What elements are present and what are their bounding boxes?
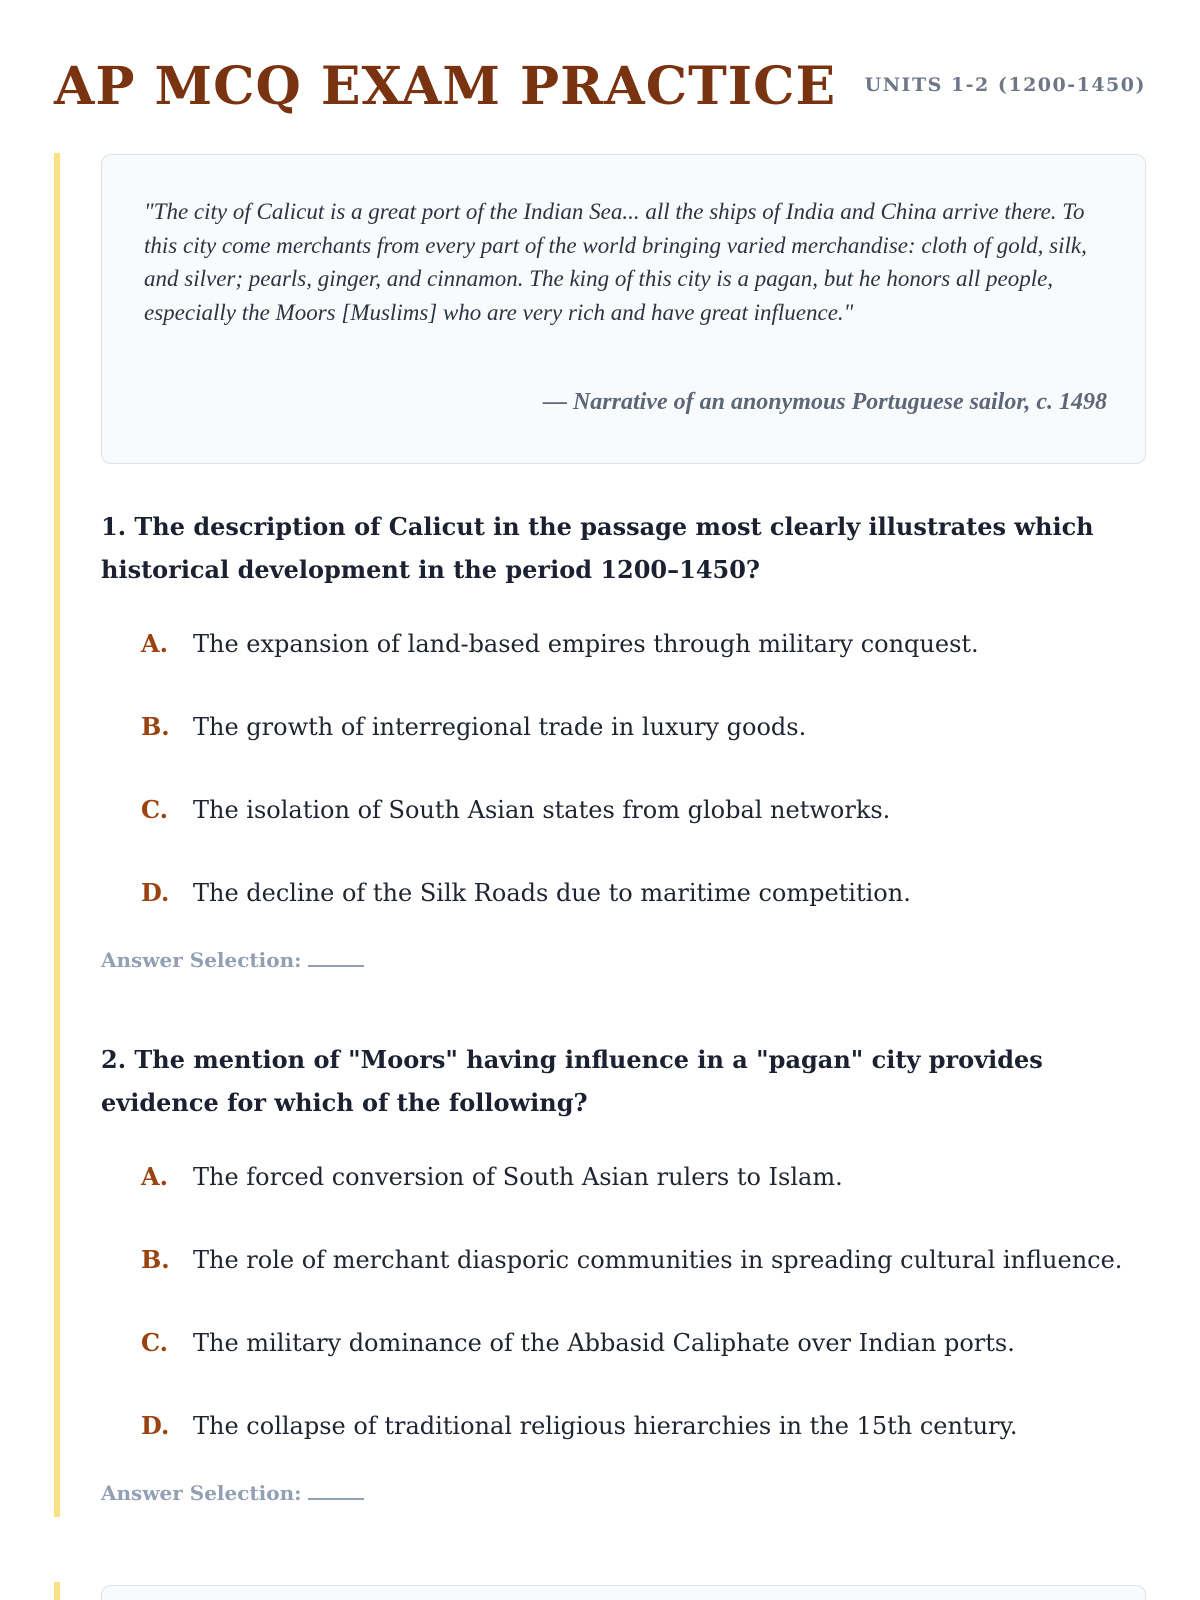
question-2	[101, 1038, 1146, 1508]
answer-selection-label: Answer Selection:	[101, 1481, 302, 1505]
question-1	[101, 505, 1146, 975]
accent-bar	[54, 1582, 60, 1600]
choice-letter: C.	[141, 1328, 169, 1357]
passage-section	[54, 153, 1146, 1517]
choice-letter: A.	[141, 1162, 168, 1191]
choice-text: The expansion of land-based empires through military conquest.	[193, 630, 979, 658]
choice-text: The isolation of South Asian states from global networks.	[193, 796, 891, 824]
source-passage-box	[101, 154, 1146, 464]
choice-letter: D.	[141, 878, 170, 907]
page-title: AP MCQ EXAM PRACTICE	[54, 56, 837, 117]
source-quote: "The city of Calicut is a great port of the Indian Sea... all the ships of India and China arrive there. To this city come merchants from every part of the world bringing varied merchandise: cloth of gold, silk, and silver; pearls, ginger, and cinnamon. The king of this city is a pagan, but he honors all people, especially the Moors [Muslims] who are very rich and have great influence."	[144, 199, 1087, 325]
choice-text: The decline of the Silk Roads due to maritime competition.	[193, 879, 911, 907]
choice-1d[interactable]	[141, 873, 911, 913]
answer-selection-label: Answer Selection:	[101, 948, 302, 972]
choice-2c[interactable]	[141, 1323, 1015, 1363]
choice-2b[interactable]	[141, 1240, 1122, 1280]
units-label: UNITS 1-2 (1200-1450)	[864, 74, 1146, 96]
answer-selection	[101, 1478, 364, 1508]
page-header	[54, 52, 1146, 122]
choice-letter: C.	[141, 795, 169, 824]
choice-letter: B.	[141, 1245, 170, 1274]
source-citation: — Narrative of an anonymous Portuguese sailor, c. 1498	[542, 389, 1107, 415]
choice-2a[interactable]	[141, 1157, 843, 1197]
question-stem: 2. The mention of "Moors" having influence in a "pagan" city provides evidence for which of the following?	[101, 1045, 1043, 1117]
choice-2d[interactable]	[141, 1406, 1018, 1446]
choice-1a[interactable]	[141, 624, 979, 664]
choice-text: The forced conversion of South Asian rulers to Islam.	[193, 1163, 843, 1191]
choice-text: The growth of interregional trade in luxury goods.	[193, 713, 807, 741]
question-stem: 1. The description of Calicut in the passage most clearly illustrates which historical development in the period 1200–1450?	[101, 512, 1094, 584]
answer-selection	[101, 945, 364, 975]
choice-text: The collapse of traditional religious hierarchies in the 15th century.	[193, 1412, 1018, 1440]
answer-blank-1[interactable]	[308, 945, 364, 967]
next-source-passage-box	[101, 1585, 1146, 1600]
choice-text: The military dominance of the Abbasid Caliphate over Indian ports.	[193, 1329, 1015, 1357]
choice-1c[interactable]	[141, 790, 890, 830]
choice-letter: B.	[141, 712, 170, 741]
choice-1b[interactable]	[141, 707, 806, 747]
accent-bar	[54, 153, 60, 1517]
answer-blank-2[interactable]	[308, 1478, 364, 1500]
choice-letter: D.	[141, 1411, 170, 1440]
choice-text: The role of merchant diasporic communities in spreading cultural influence.	[193, 1246, 1123, 1274]
choice-letter: A.	[141, 629, 168, 658]
next-passage-section	[54, 1582, 1146, 1600]
